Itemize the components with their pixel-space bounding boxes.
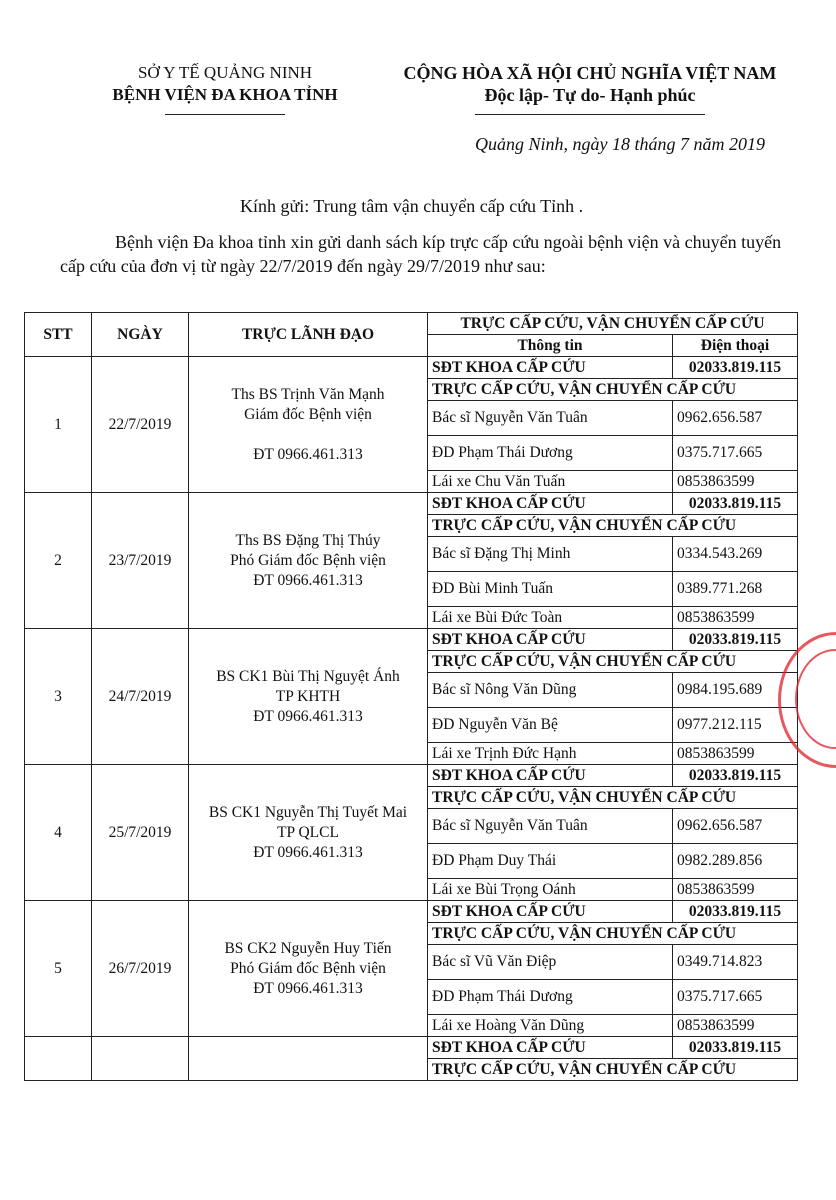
driver-phone: 0853863599 (673, 471, 798, 493)
nurse-name: ĐD Phạm Thái Dương (428, 980, 673, 1015)
duty-schedule-table (24, 312, 798, 1081)
nation-motto: Độc lập- Tự do- Hạnh phúc (484, 85, 696, 105)
lead-name: BS CK1 Bùi Thị Nguyệt Ánh (216, 667, 400, 685)
row-date-empty (92, 1037, 189, 1081)
nurse-name: ĐD Phạm Thái Dương (428, 436, 673, 471)
row-date: 23/7/2019 (92, 493, 189, 629)
lead-name: BS CK1 Nguyễn Thị Tuyết Mai (208, 803, 408, 821)
doctor-name: Bác sĩ Vũ Văn Điệp (428, 945, 673, 980)
dept-phone: 02033.819.115 (673, 629, 798, 651)
nation-name: CỘNG HÒA XÃ HỘI CHỦ NGHĨA VIỆT NAM (403, 63, 777, 83)
table-row (25, 357, 798, 379)
dept-label: SĐT KHOA CẤP CỨU (428, 765, 673, 787)
doctor-phone: 0962.656.587 (673, 809, 798, 844)
group-label: TRỰC CẤP CỨU, VẬN CHUYỂN CẤP CỨU (428, 923, 798, 945)
group-label: TRỰC CẤP CỨU, VẬN CHUYỂN CẤP CỨU (428, 1059, 798, 1081)
row-date: 26/7/2019 (92, 901, 189, 1037)
row-stt: 3 (25, 629, 92, 765)
col-group-header: TRỰC CẤP CỨU, VẬN CHUYỂN CẤP CỨU (428, 313, 798, 335)
row-stt: 2 (25, 493, 92, 629)
row-lead (189, 901, 428, 1037)
dept-phone: 02033.819.115 (673, 493, 798, 515)
org-header (90, 62, 360, 115)
lead-phone: ĐT 0966.461.313 (253, 979, 363, 997)
lead-title: Giám đốc Bệnh viện (244, 405, 372, 423)
doctor-name: Bác sĩ Đặng Thị Minh (428, 537, 673, 572)
dept-phone: 02033.819.115 (673, 765, 798, 787)
doctor-phone: 0984.195.689 (673, 673, 798, 708)
doctor-name: Bác sĩ Nông Văn Dũng (428, 673, 673, 708)
row-date: 24/7/2019 (92, 629, 189, 765)
doctor-name: Bác sĩ Nguyễn Văn Tuân (428, 401, 673, 436)
row-lead (189, 357, 428, 493)
driver-phone: 0853863599 (673, 743, 798, 765)
col-lead-header: TRỰC LÃNH ĐẠO (189, 313, 428, 357)
group-label: TRỰC CẤP CỨU, VẬN CHUYỂN CẤP CỨU (428, 651, 798, 673)
driver-name: Lái xe Bùi Trọng Oánh (428, 879, 673, 901)
row-stt: 5 (25, 901, 92, 1037)
lead-phone: ĐT 0966.461.313 (253, 843, 363, 861)
col-day-header: NGÀY (92, 313, 189, 357)
doctor-phone: 0334.543.269 (673, 537, 798, 572)
lead-phone: ĐT 0966.461.313 (253, 571, 363, 589)
nation-header (380, 62, 800, 115)
dept-phone: 02033.819.115 (673, 357, 798, 379)
dept-label: SĐT KHOA CẤP CỨU (428, 1037, 673, 1059)
row-stt: 4 (25, 765, 92, 901)
doctor-name: Bác sĩ Nguyễn Văn Tuân (428, 809, 673, 844)
nurse-phone: 0977.212.115 (673, 708, 798, 743)
lead-phone: ĐT 0966.461.313 (253, 707, 363, 725)
table-row (25, 765, 798, 787)
lead-title: Phó Giám đốc Bệnh viện (230, 959, 386, 977)
org-name: BỆNH VIỆN ĐA KHOA TỈNH (112, 85, 338, 104)
driver-name: Lái xe Chu Văn Tuấn (428, 471, 673, 493)
dept-phone: 02033.819.115 (673, 1037, 798, 1059)
driver-phone: 0853863599 (673, 607, 798, 629)
driver-phone: 0853863599 (673, 879, 798, 901)
driver-name: Lái xe Bùi Đức Toàn (428, 607, 673, 629)
dept-label: SĐT KHOA CẤP CỨU (428, 357, 673, 379)
nurse-phone: 0375.717.665 (673, 436, 798, 471)
nurse-phone: 0375.717.665 (673, 980, 798, 1015)
col-phone-header: Điện thoại (673, 335, 798, 357)
group-label: TRỰC CẤP CỨU, VẬN CHUYỂN CẤP CỨU (428, 379, 798, 401)
intro-paragraph: Bệnh viện Đa khoa tỉnh xin gửi danh sách kíp trực cấp cứu ngoài bệnh viện và chuyển tuyến cấp cứu của đơn vị từ ngày 22/7/2019 đến ngày 29/7/2019 như sau: (60, 232, 782, 276)
dept-label: SĐT KHOA CẤP CỨU (428, 493, 673, 515)
row-stt: 1 (25, 357, 92, 493)
row-lead (189, 493, 428, 629)
nurse-name: ĐD Phạm Duy Thái (428, 844, 673, 879)
dept-label: SĐT KHOA CẤP CỨU (428, 901, 673, 923)
group-label: TRỰC CẤP CỨU, VẬN CHUYỂN CẤP CỨU (428, 515, 798, 537)
doctor-phone: 0349.714.823 (673, 945, 798, 980)
lead-title: TP KHTH (275, 687, 341, 705)
dept-label: SĐT KHOA CẤP CỨU (428, 629, 673, 651)
row-lead (189, 765, 428, 901)
group-label: TRỰC CẤP CỨU, VẬN CHUYỂN CẤP CỨU (428, 787, 798, 809)
col-info-header: Thông tin (428, 335, 673, 357)
lead-title: Phó Giám đốc Bệnh viện (230, 551, 386, 569)
col-stt-header: STT (25, 313, 92, 357)
row-stt-empty (25, 1037, 92, 1081)
lead-title: TP QLCL (277, 823, 339, 841)
table-row (25, 901, 798, 923)
nurse-phone: 0982.289.856 (673, 844, 798, 879)
lead-name: Ths BS Đặng Thị Thúy (235, 531, 381, 549)
driver-name: Lái xe Hoàng Văn Dũng (428, 1015, 673, 1037)
table-row (25, 1037, 798, 1059)
row-lead-empty (189, 1037, 428, 1081)
row-date: 22/7/2019 (92, 357, 189, 493)
stamp-inner-ring (795, 649, 836, 749)
lead-name: Ths BS Trịnh Văn Mạnh (231, 385, 385, 403)
doctor-phone: 0962.656.587 (673, 401, 798, 436)
row-date: 25/7/2019 (92, 765, 189, 901)
row-lead (189, 629, 428, 765)
org-underline (165, 114, 285, 115)
table-row (25, 493, 798, 515)
nation-underline (475, 114, 705, 115)
nurse-phone: 0389.771.268 (673, 572, 798, 607)
recipient-line: Kính gửi: Trung tâm vận chuyển cấp cứu Tỉnh . (240, 196, 584, 216)
driver-phone: 0853863599 (673, 1015, 798, 1037)
lead-phone: ĐT 0966.461.313 (253, 445, 363, 463)
dept-phone: 02033.819.115 (673, 901, 798, 923)
org-parent: SỞ Y TẾ QUẢNG NINH (137, 63, 313, 82)
table-header-row (25, 313, 798, 335)
table-row (25, 629, 798, 651)
nurse-name: ĐD Bùi Minh Tuấn (428, 572, 673, 607)
document-date: Quảng Ninh, ngày 18 tháng 7 năm 2019 (475, 134, 765, 154)
lead-name: BS CK2 Nguyễn Huy Tiến (224, 939, 392, 957)
driver-name: Lái xe Trịnh Đức Hạnh (428, 743, 673, 765)
nurse-name: ĐD Nguyễn Văn Bệ (428, 708, 673, 743)
